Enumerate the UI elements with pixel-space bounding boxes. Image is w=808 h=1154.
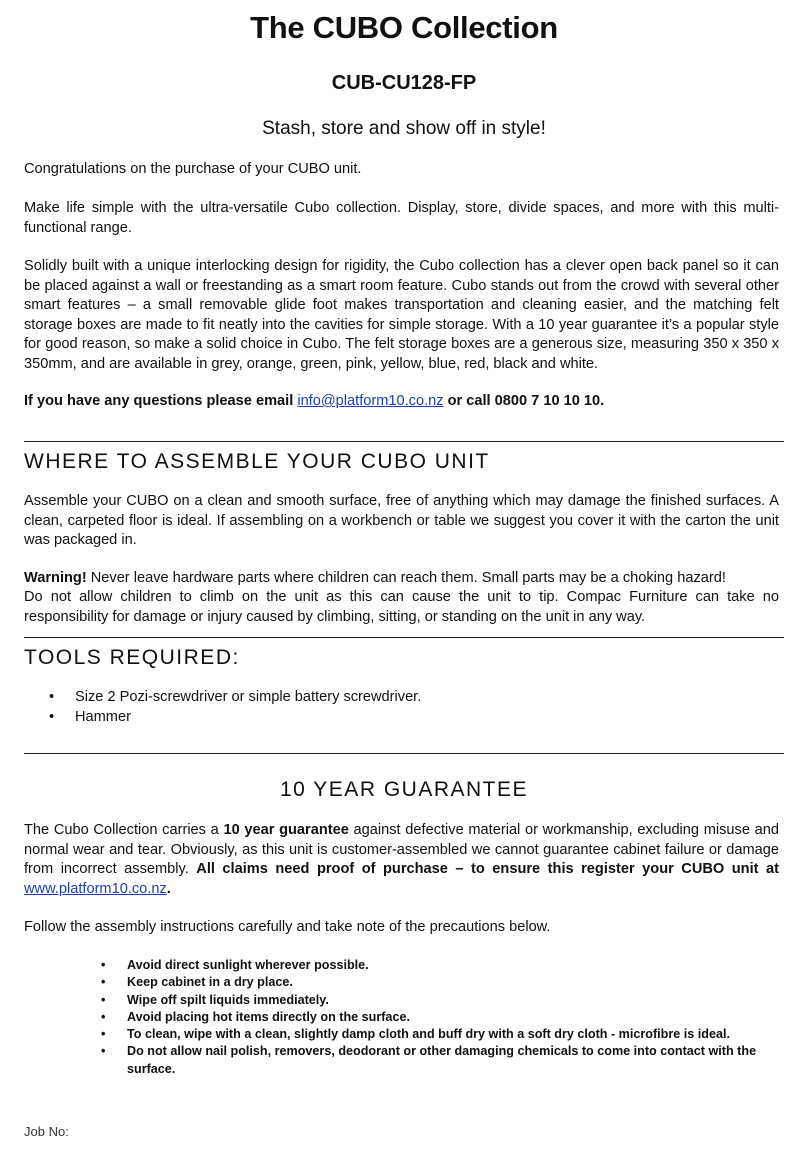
- tools-list: [75, 688, 421, 727]
- follow-instructions: Follow the assembly instructions carefully and take note of the precautions below.: [24, 919, 551, 935]
- list-item: • Do not allow nail polish, removers, deodorant or other damaging chemicals to come into contact with the surface.: [127, 1043, 767, 1078]
- guarantee-term: 10 year guarantee: [223, 822, 349, 838]
- claims-note: All claims need proof of purchase – to ensure this register your CUBO unit at: [196, 861, 779, 877]
- divider: [24, 753, 784, 754]
- contact-suffix: or call 0800 7 10 10 10.: [443, 393, 605, 409]
- list-item: • Hammer: [75, 708, 421, 728]
- list-item: • Keep cabinet in a dry place.: [127, 974, 767, 991]
- guarantee-heading: 10 YEAR GUARANTEE: [279, 778, 529, 801]
- job-number-label: Job No:: [24, 1124, 69, 1139]
- list-item: • Avoid placing hot items directly on the surface.: [127, 1009, 767, 1026]
- list-item: • To clean, wipe with a clean, slightly damp cloth and buff dry with a soft dry cloth - microfibre is ideal.: [127, 1026, 767, 1043]
- guarantee-paragraph: [24, 821, 779, 899]
- guarantee-text-a: The Cubo Collection carries a: [24, 822, 224, 838]
- divider: [24, 441, 784, 442]
- assemble-paragraph: Assemble your CUBO on a clean and smooth surface, free of anything which may damage the finished surfaces. A clean, carpeted floor is ideal. If assembling on a workbench or table we suggest you cover it with the carton the unit was packaged in.: [24, 493, 779, 548]
- care-list: [127, 957, 767, 1078]
- intro-paragraph-2: Solidly built with a unique interlocking design for rigidity, the Cubo collection has a clever open back panel so it can be placed against a wall or freestanding as a smart room feature. Cubo stands out from the crowd with several other smart features – a small removable glide foot makes transportation and cleaning easier, and the matching felt storage boxes are made to fit neatly into the cavities for simple storage. With a 10 year guarantee it’s a popular style for good reason, so make a solid choice in Cubo. The felt storage boxes are a generous size, measuring 350 x 350 x 350mm, and are available in grey, orange, green, pink, yellow, blue, red, black and white.: [24, 258, 779, 372]
- tagline: Stash, store and show off in style!: [262, 118, 546, 139]
- tools-heading: TOOLS REQUIRED:: [24, 646, 240, 669]
- contact-prefix: If you have any questions please email: [24, 393, 298, 409]
- page-title: The CUBO Collection: [250, 10, 558, 45]
- warning-line: [24, 569, 779, 589]
- warning-label: Warning!: [24, 570, 87, 586]
- intro-congrats: Congratulations on the purchase of your CUBO unit.: [24, 161, 362, 177]
- list-item: • Wipe off spilt liquids immediately.: [127, 992, 767, 1009]
- divider: [24, 637, 784, 638]
- intro-paragraph-1: Make life simple with the ultra-versatile Cubo collection. Display, store, divide spaces, and more with this multi-functional range.: [24, 200, 779, 236]
- guarantee-text-c: against defective material or workmanship, excluding misuse and normal wear and tear. Obviously, as this unit is customer-assembled we cannot guarantee cabinet failure or damage from incorrect assembly.: [24, 822, 779, 877]
- claims-period: .: [166, 880, 171, 897]
- model-number: CUB-CU128-FP: [331, 72, 477, 94]
- list-item: • Size 2 Pozi-screwdriver or simple battery screwdriver.: [75, 688, 421, 708]
- climb-warning: Do not allow children to climb on the unit as this can cause the unit to tip. Compac Furniture can take no responsibility for damage or injury caused by climbing, sitting, or standing on the unit in any way.: [24, 589, 779, 625]
- warning-text: Never leave hardware parts where children can reach them. Small parts may be a choking hazard!: [86, 570, 726, 586]
- assemble-heading: WHERE TO ASSEMBLE YOUR CUBO UNIT: [24, 450, 490, 473]
- contact-email-link[interactable]: info@platform10.co.nz: [297, 393, 444, 409]
- contact-line: [24, 392, 779, 412]
- list-item: • Avoid direct sunlight wherever possible.: [127, 957, 767, 974]
- register-link[interactable]: www.platform10.co.nz: [24, 880, 167, 897]
